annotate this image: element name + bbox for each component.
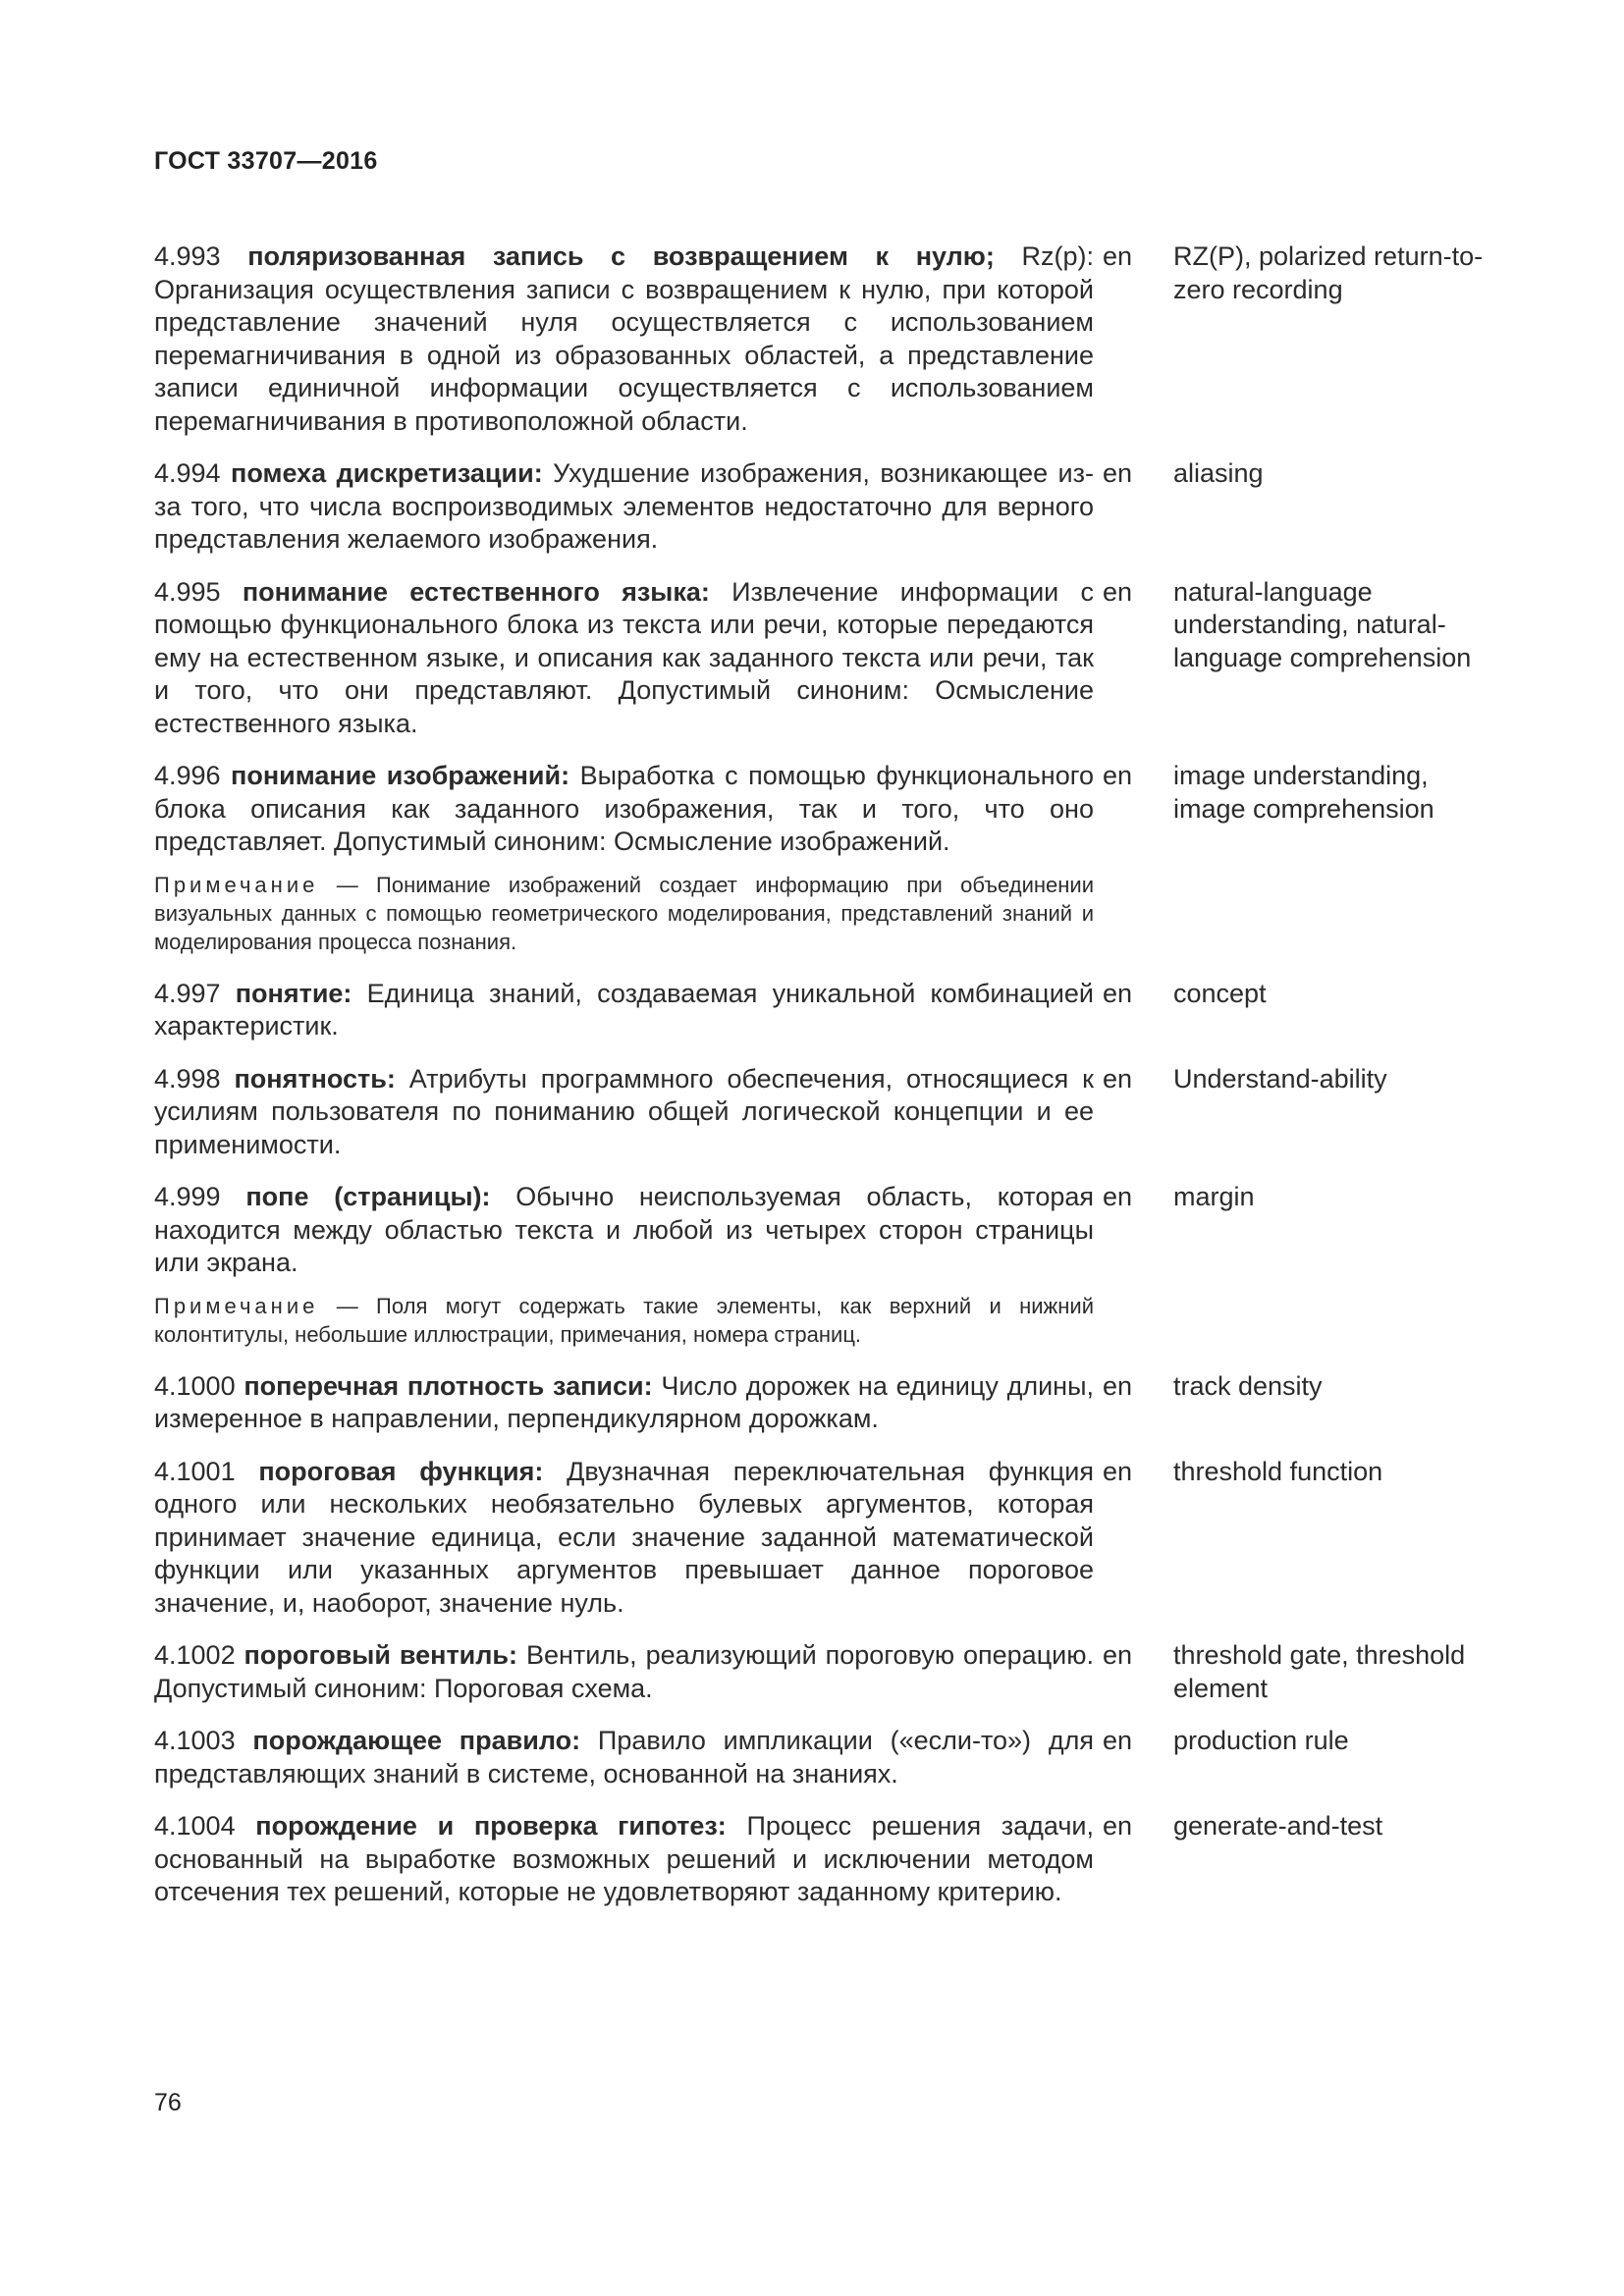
note-text: — Понимание изображений создает информацию при объединении визуальных данных с помощью геометрического моделирования, представлений знаний и моделирования процесса познания. (154, 872, 1094, 954)
entry-definition: Извлечение информации с помощью функционального блока из текста или речи, которые передаются ему на естественном языке, и описания как заданного текста или речи, так и того, что они представляют. Допустимый синоним: Осмысление естественного языка. (154, 576, 1094, 738)
note-label: Примечание (154, 872, 319, 897)
entry-term: понимание изображений: (231, 761, 570, 790)
entry-number: 4.1002 (154, 1640, 236, 1670)
page-number: 76 (154, 2089, 182, 2116)
entry-text (154, 576, 1094, 741)
entry-lang: en (1103, 761, 1133, 790)
entry-lang: en (1103, 1456, 1133, 1486)
entry-number: 4.995 (154, 576, 221, 607)
entry-english-term: production rule (1173, 1726, 1349, 1755)
entry-definition: Вентиль, реализующий пороговую операцию. Допустимый синоним: Пороговая схема. (154, 1640, 1094, 1703)
entry-number: 4.993 (154, 241, 221, 271)
entry-english-term: natural-language understanding, natural-language comprehension (1173, 576, 1472, 672)
entry-number: 4.1000 (154, 1370, 236, 1401)
term-entry-4-1003 (154, 1725, 1509, 1790)
entry-english-term: threshold gate, threshold element (1173, 1640, 1466, 1703)
term-entry-4-997 (154, 978, 1509, 1043)
entry-text (154, 1370, 1094, 1436)
term-entry-4-1001 (154, 1456, 1509, 1621)
entry-definition: Rz(p): Организация осуществления записи с возвращением к нулю, при которой представление значений нуля осуществляется с использованием перемагничивания в одной из образованных областей, а представление записи единичной информации осуществляется с использованием перемагничивания в противоположной области. (154, 241, 1094, 436)
entry-number: 4.996 (154, 761, 221, 790)
entry-number: 4.997 (154, 978, 221, 1008)
entry-number: 4.1004 (154, 1811, 236, 1841)
entry-lang: en (1103, 1063, 1133, 1094)
terms-list (154, 240, 1509, 1929)
entry-lang: en (1103, 576, 1133, 607)
entry-definition: Процесс решения задачи, основанный на выработке возможных решений и исключении методом отсечения тех решений, которые не удовлетворяют заданному критерию. (154, 1811, 1094, 1906)
term-entry-4-996 (154, 760, 1509, 859)
entry-number: 4.999 (154, 1182, 221, 1211)
entry-text (154, 1810, 1094, 1909)
entry-english-term: generate-and-test (1173, 1811, 1383, 1841)
entry-text (154, 457, 1094, 557)
entry-term: помеха дискретизации: (231, 458, 543, 488)
entry-term: порождающее правило: (252, 1726, 581, 1755)
entry-number: 4.998 (154, 1063, 221, 1094)
entry-term: понимание естественного языка: (242, 576, 710, 607)
entry-number: 4.994 (154, 458, 221, 488)
entry-definition: Выработка с помощью функционального блока описания как заданного изображения, так и того, что оно представляет. Допустимый синоним: Осмысление изображений. (154, 761, 1094, 856)
entry-definition: Единица знаний, создаваемая уникальной комбинацией характеристик. (154, 978, 1094, 1041)
entry-english-term: track density (1173, 1370, 1323, 1401)
entry-lang: en (1103, 241, 1133, 271)
entry-lang: en (1103, 1640, 1133, 1670)
entry-definition: Атрибуты программного обеспечения, относящиеся к усилиям пользователя по пониманию общей логической концепции и ее применимости. (154, 1063, 1094, 1159)
entry-english-term: margin (1173, 1182, 1255, 1211)
entry-lang: en (1103, 1182, 1133, 1211)
entry-text (154, 1725, 1094, 1790)
entry-text (154, 1639, 1094, 1705)
entry-text (154, 1181, 1094, 1280)
note-label: Примечание (154, 1293, 319, 1318)
term-entry-4-993 (154, 240, 1509, 438)
entry-term: поперечная плотность записи: (244, 1370, 653, 1401)
entry-definition: Ухудшение изображения, возникающее из-за того, что числа воспроизводимых элементов недостаточно для верного представления желаемого изображения. (154, 458, 1095, 554)
term-entry-4-1000 (154, 1370, 1509, 1436)
entry-lang: en (1103, 1811, 1133, 1841)
entry-term: попе (страницы): (245, 1182, 491, 1211)
entry-lang: en (1103, 1726, 1133, 1755)
note-text: — Поля могут содержать такие элементы, как верхний и нижний колонтитулы, небольшие иллюстрации, примечания, номера страниц. (154, 1293, 1094, 1347)
entry-text (154, 240, 1094, 438)
entry-text (154, 1456, 1094, 1621)
entry-lang: en (1103, 1370, 1133, 1401)
entry-english-term: concept (1173, 978, 1267, 1008)
entry-term: пороговый вентиль: (244, 1640, 518, 1670)
entry-definition: Правило импликации («если-то») для представляющих знаний в системе, основанной на знаниях. (154, 1726, 1094, 1789)
entry-text (154, 760, 1094, 859)
entry-term: понятие: (235, 978, 352, 1008)
term-entry-4-994 (154, 457, 1509, 557)
note-4-999 (154, 1292, 1094, 1349)
term-entry-4-995 (154, 576, 1509, 741)
document-header: ГОСТ 33707—2016 (154, 147, 378, 175)
entry-english-term: image understanding, image comprehension (1173, 761, 1435, 824)
entry-definition: Обычно неиспользуемая область, которая находится между областью текста и любой из четырех сторон страницы или экрана. (154, 1182, 1094, 1277)
entry-term: поляризованная запись с возвращением к нулю; (247, 241, 995, 271)
entry-english-term: Understand-ability (1173, 1063, 1387, 1094)
entry-english-term: threshold function (1173, 1456, 1383, 1486)
entry-lang: en (1103, 978, 1133, 1008)
term-entry-4-1004 (154, 1810, 1509, 1909)
entry-text (154, 1063, 1094, 1162)
entry-number: 4.1001 (154, 1456, 236, 1486)
term-entry-4-1002 (154, 1639, 1509, 1705)
entry-number: 4.1003 (154, 1726, 236, 1755)
term-entry-4-998 (154, 1063, 1509, 1162)
entry-lang: en (1103, 458, 1133, 488)
term-entry-4-999 (154, 1181, 1509, 1280)
entry-term: понятность: (234, 1063, 396, 1094)
entry-text (154, 978, 1094, 1043)
entry-definition: Число дорожек на единицу длины, измеренное в направлении, перпендикулярном дорожкам. (154, 1370, 1094, 1433)
entry-term: пороговая функция: (258, 1456, 544, 1486)
entry-term: порождение и проверка гипотез: (255, 1811, 727, 1841)
entry-definition: Двузначная переключательная функция одного или нескольких необязательно булевых аргументов, которая принимает значение единица, если значение заданной математической функции или указанных аргументов превышает данное пороговое значение, и, наоборот, значение нуль. (154, 1456, 1094, 1618)
entry-english-term: aliasing (1173, 458, 1264, 488)
note-4-996 (154, 871, 1094, 956)
entry-english-term: RZ(P), polarized return-to-zero recording (1173, 241, 1484, 304)
